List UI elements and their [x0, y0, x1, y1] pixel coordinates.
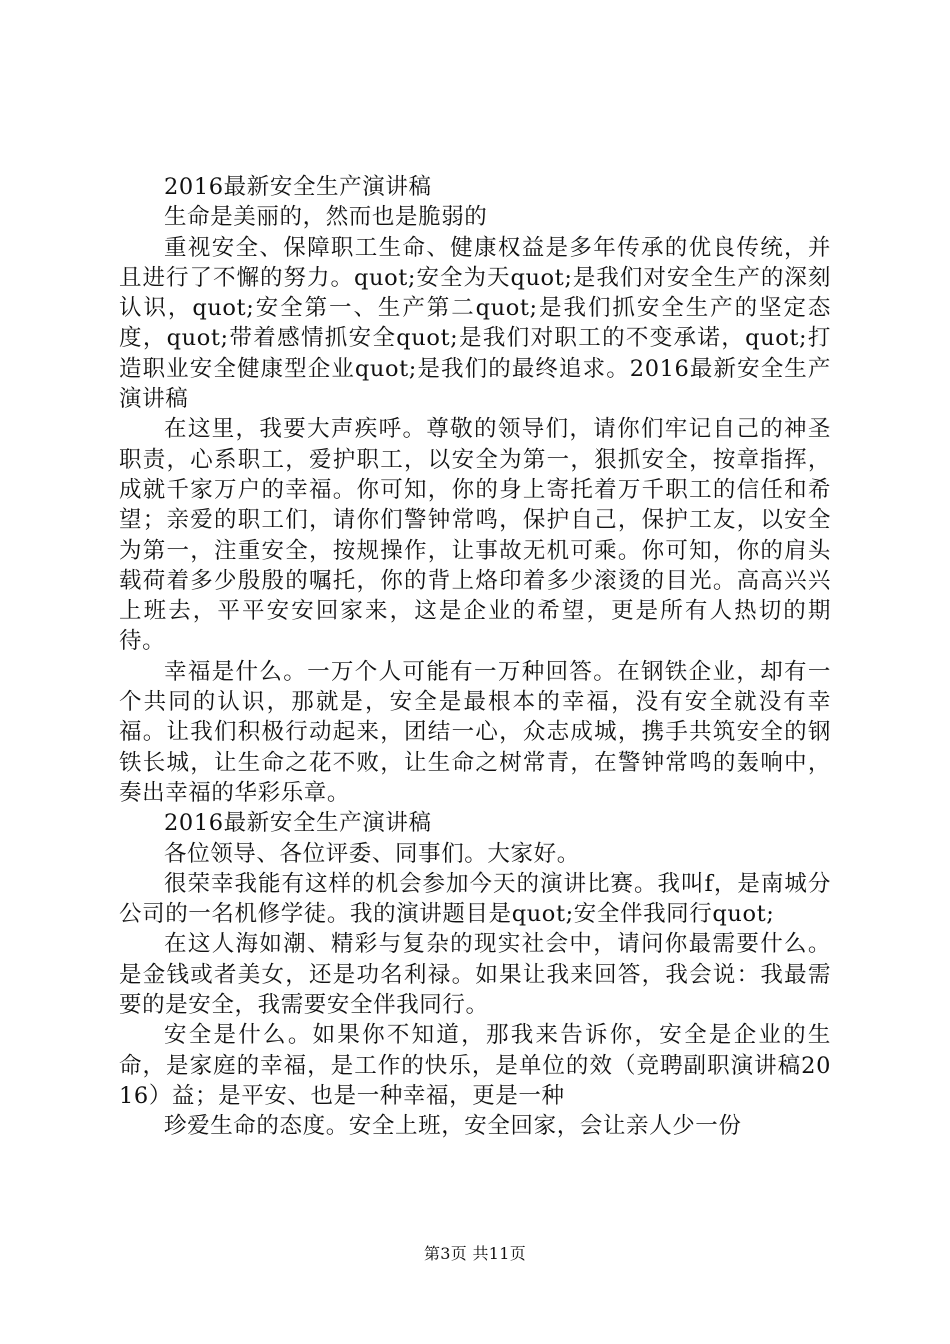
body-paragraph: 在这里，我要大声疾呼。尊敬的领导们，请你们牢记自己的神圣职责，心系职工，爱护职工，以安全为第一，狠抓安全，按章指挥，成就千家万户的幸福。你可知，你的身上寄托着万千职工的信任和希望；亲爱的职工们，请你们警钟常鸣，保护自己，保护工友，以安全为第一，注重安全，按规操作，让事故无机可乘。你可知，你的肩头载荷着多少殷殷的嘱托，你的背上烙印着多少滚烫的目光。高高兴兴上班去，平平安安回家来，这是企业的希望，更是所有人热切的期待。	[119, 416, 831, 655]
subtitle-paragraph: 生命是美丽的，然而也是脆弱的	[164, 204, 488, 231]
body-paragraph: 安全是什么。如果你不知道，那我来告诉你，安全是企业的生命，是家庭的幸福，是工作的快乐，是单位的效（竞聘副职演讲稿2016）益；是平安、也是一种幸福，更是一种	[119, 1022, 831, 1109]
document-body	[119, 172, 831, 1142]
body-paragraph: 重视安全、保障职工生命、健康权益是多年传承的优良传统，并且进行了不懈的努力。quot;安全为天quot;是我们对安全生产的深刻认识，quot;安全第一、生产第二quot;是我们抓安全生产的坚定态度，quot;带着感情抓安全quot;是我们对职工的不变承诺，quot;打造职业安全健康型企业quot;是我们的最终追求。2016最新安全生产演讲稿	[119, 234, 831, 413]
body-paragraph: 幸福是什么。一万个人可能有一万种回答。在钢铁企业，却有一个共同的认识，那就是，安全是最根本的幸福，没有安全就没有幸福。让我们积极行动起来，团结一心，众志成城，携手共筑安全的钢铁长城，让生命之花不败，让生命之树常青，在警钟常鸣的轰响中，奏出幸福的华彩乐章。	[119, 658, 831, 806]
greeting-paragraph: 各位领导、各位评委、同事们。大家好。	[164, 840, 580, 867]
body-paragraph: 很荣幸我能有这样的机会参加今天的演讲比赛。我叫f，是南城分公司的一名机修学徒。我的演讲题目是quot;安全伴我同行quot;	[119, 870, 831, 928]
body-paragraph: 在这人海如潮、精彩与复杂的现实社会中，请问你最需要什么。是金钱或者美女，还是功名利禄。如果让我来回答，我会说：我最需要的是安全，我需要安全伴我同行。	[119, 931, 831, 1019]
body-paragraph: 珍爱生命的态度。安全上班，安全回家，会让亲人少一份	[164, 1113, 742, 1140]
heading-paragraph: 2016最新安全生产演讲稿	[164, 174, 432, 200]
page-footer: 第3页 共11页	[423, 1244, 527, 1263]
heading-paragraph: 2016最新安全生产演讲稿	[164, 810, 432, 837]
